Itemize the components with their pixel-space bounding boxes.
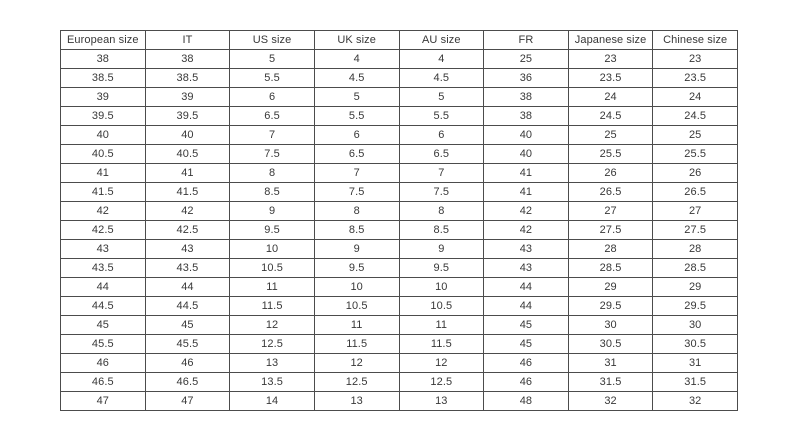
table-row	[61, 392, 738, 411]
table-cell: 25.5	[653, 145, 738, 164]
table-cell: 28	[568, 240, 653, 259]
table-cell: 23.5	[568, 69, 653, 88]
table-cell: 5.5	[399, 107, 484, 126]
table-cell: 7.5	[399, 183, 484, 202]
table-row	[61, 183, 738, 202]
table-cell: 12.5	[399, 373, 484, 392]
table-cell: 25	[484, 50, 569, 69]
table-cell: 8	[399, 202, 484, 221]
table-cell: 7.5	[230, 145, 315, 164]
table-cell: 46.5	[145, 373, 230, 392]
table-cell: 31.5	[568, 373, 653, 392]
table-cell: 8.5	[230, 183, 315, 202]
table-cell: 44	[61, 278, 146, 297]
shoe-size-conversion-table	[60, 30, 738, 411]
table-cell: 12	[230, 316, 315, 335]
table-cell: 41	[484, 183, 569, 202]
table-cell: 10	[314, 278, 399, 297]
size-table-head	[61, 31, 738, 50]
table-cell: 10	[230, 240, 315, 259]
table-row	[61, 373, 738, 392]
table-cell: 40	[484, 126, 569, 145]
table-cell: 29.5	[653, 297, 738, 316]
table-cell: 39.5	[61, 107, 146, 126]
table-cell: 10.5	[314, 297, 399, 316]
table-cell: 31	[568, 354, 653, 373]
table-cell: 13	[314, 392, 399, 411]
table-cell: 39	[61, 88, 146, 107]
table-cell: 44	[484, 297, 569, 316]
table-cell: 40	[61, 126, 146, 145]
table-cell: 44.5	[145, 297, 230, 316]
table-cell: 25	[653, 126, 738, 145]
column-header: IT	[145, 31, 230, 50]
table-row	[61, 259, 738, 278]
table-cell: 4	[314, 50, 399, 69]
table-cell: 44	[145, 278, 230, 297]
table-cell: 8	[314, 202, 399, 221]
table-row	[61, 107, 738, 126]
table-cell: 40	[484, 145, 569, 164]
table-cell: 32	[568, 392, 653, 411]
table-cell: 7	[314, 164, 399, 183]
table-cell: 26.5	[568, 183, 653, 202]
table-row	[61, 145, 738, 164]
table-cell: 30.5	[568, 335, 653, 354]
table-cell: 38	[61, 50, 146, 69]
table-cell: 36	[484, 69, 569, 88]
table-cell: 26	[568, 164, 653, 183]
table-cell: 12	[314, 354, 399, 373]
table-cell: 26	[653, 164, 738, 183]
table-cell: 46	[61, 354, 146, 373]
table-cell: 48	[484, 392, 569, 411]
table-cell: 43.5	[61, 259, 146, 278]
table-row	[61, 126, 738, 145]
table-cell: 4	[399, 50, 484, 69]
table-cell: 28.5	[653, 259, 738, 278]
table-cell: 10	[399, 278, 484, 297]
table-cell: 6.5	[230, 107, 315, 126]
size-table-body	[61, 50, 738, 411]
table-row	[61, 221, 738, 240]
size-table-head-row	[61, 31, 738, 50]
table-cell: 38.5	[145, 69, 230, 88]
table-cell: 42	[61, 202, 146, 221]
table-cell: 38	[484, 88, 569, 107]
table-row	[61, 316, 738, 335]
table-cell: 38	[145, 50, 230, 69]
table-cell: 23	[653, 50, 738, 69]
table-cell: 7	[399, 164, 484, 183]
table-cell: 9	[314, 240, 399, 259]
table-cell: 41	[145, 164, 230, 183]
column-header: European size	[61, 31, 146, 50]
column-header: Japanese size	[568, 31, 653, 50]
table-cell: 30.5	[653, 335, 738, 354]
table-cell: 47	[145, 392, 230, 411]
table-cell: 27.5	[568, 221, 653, 240]
table-cell: 11.5	[314, 335, 399, 354]
table-cell: 9	[399, 240, 484, 259]
table-cell: 6	[230, 88, 315, 107]
table-cell: 25.5	[568, 145, 653, 164]
table-cell: 41	[61, 164, 146, 183]
table-cell: 12.5	[314, 373, 399, 392]
table-cell: 11.5	[230, 297, 315, 316]
table-cell: 45.5	[61, 335, 146, 354]
table-cell: 6.5	[399, 145, 484, 164]
table-cell: 41.5	[61, 183, 146, 202]
table-cell: 23	[568, 50, 653, 69]
table-row	[61, 354, 738, 373]
table-cell: 45	[484, 316, 569, 335]
table-cell: 14	[230, 392, 315, 411]
table-cell: 39.5	[145, 107, 230, 126]
table-cell: 25	[568, 126, 653, 145]
table-cell: 24	[568, 88, 653, 107]
table-cell: 46	[145, 354, 230, 373]
table-row	[61, 69, 738, 88]
table-cell: 5	[314, 88, 399, 107]
table-cell: 13	[399, 392, 484, 411]
table-cell: 30	[568, 316, 653, 335]
table-cell: 9.5	[314, 259, 399, 278]
table-cell: 42	[145, 202, 230, 221]
table-cell: 9.5	[399, 259, 484, 278]
table-cell: 46.5	[61, 373, 146, 392]
table-cell: 10.5	[230, 259, 315, 278]
table-cell: 12.5	[230, 335, 315, 354]
column-header: AU size	[399, 31, 484, 50]
table-cell: 44	[484, 278, 569, 297]
table-cell: 45.5	[145, 335, 230, 354]
table-cell: 7.5	[314, 183, 399, 202]
table-cell: 43	[484, 240, 569, 259]
table-cell: 23.5	[653, 69, 738, 88]
table-cell: 31.5	[653, 373, 738, 392]
table-cell: 28.5	[568, 259, 653, 278]
table-cell: 45	[484, 335, 569, 354]
table-cell: 30	[653, 316, 738, 335]
table-cell: 12	[399, 354, 484, 373]
table-cell: 29.5	[568, 297, 653, 316]
table-cell: 42	[484, 202, 569, 221]
table-cell: 11	[314, 316, 399, 335]
table-cell: 5.5	[314, 107, 399, 126]
table-cell: 6.5	[314, 145, 399, 164]
table-cell: 11.5	[399, 335, 484, 354]
table-cell: 42.5	[61, 221, 146, 240]
table-cell: 26.5	[653, 183, 738, 202]
table-cell: 24.5	[653, 107, 738, 126]
table-cell: 5.5	[230, 69, 315, 88]
column-header: UK size	[314, 31, 399, 50]
table-cell: 5	[230, 50, 315, 69]
table-cell: 7	[230, 126, 315, 145]
table-cell: 6	[399, 126, 484, 145]
table-cell: 41.5	[145, 183, 230, 202]
table-cell: 32	[653, 392, 738, 411]
table-cell: 4.5	[314, 69, 399, 88]
table-cell: 40.5	[61, 145, 146, 164]
column-header: Chinese size	[653, 31, 738, 50]
table-cell: 11	[399, 316, 484, 335]
table-cell: 43	[145, 240, 230, 259]
table-row	[61, 50, 738, 69]
table-cell: 9	[230, 202, 315, 221]
table-cell: 45	[145, 316, 230, 335]
table-cell: 40.5	[145, 145, 230, 164]
table-cell: 10.5	[399, 297, 484, 316]
table-cell: 40	[145, 126, 230, 145]
table-cell: 8	[230, 164, 315, 183]
table-cell: 47	[61, 392, 146, 411]
table-row	[61, 164, 738, 183]
table-cell: 9.5	[230, 221, 315, 240]
table-row	[61, 202, 738, 221]
table-cell: 43	[484, 259, 569, 278]
table-cell: 27	[653, 202, 738, 221]
table-cell: 39	[145, 88, 230, 107]
table-cell: 43	[61, 240, 146, 259]
table-row	[61, 297, 738, 316]
table-cell: 38.5	[61, 69, 146, 88]
column-header: FR	[484, 31, 569, 50]
table-cell: 46	[484, 354, 569, 373]
table-cell: 8.5	[314, 221, 399, 240]
table-cell: 27	[568, 202, 653, 221]
table-cell: 29	[653, 278, 738, 297]
table-cell: 41	[484, 164, 569, 183]
table-cell: 8.5	[399, 221, 484, 240]
table-cell: 31	[653, 354, 738, 373]
table-cell: 24	[653, 88, 738, 107]
table-cell: 42	[484, 221, 569, 240]
table-cell: 44.5	[61, 297, 146, 316]
table-cell: 28	[653, 240, 738, 259]
table-row	[61, 335, 738, 354]
column-header: US size	[230, 31, 315, 50]
table-cell: 42.5	[145, 221, 230, 240]
table-cell: 24.5	[568, 107, 653, 126]
table-cell: 27.5	[653, 221, 738, 240]
table-cell: 29	[568, 278, 653, 297]
table-cell: 13	[230, 354, 315, 373]
table-row	[61, 278, 738, 297]
table-cell: 38	[484, 107, 569, 126]
table-row	[61, 88, 738, 107]
table-cell: 46	[484, 373, 569, 392]
table-cell: 45	[61, 316, 146, 335]
table-cell: 13.5	[230, 373, 315, 392]
table-cell: 11	[230, 278, 315, 297]
table-cell: 4.5	[399, 69, 484, 88]
table-row	[61, 240, 738, 259]
table-cell: 6	[314, 126, 399, 145]
table-cell: 43.5	[145, 259, 230, 278]
table-cell: 5	[399, 88, 484, 107]
